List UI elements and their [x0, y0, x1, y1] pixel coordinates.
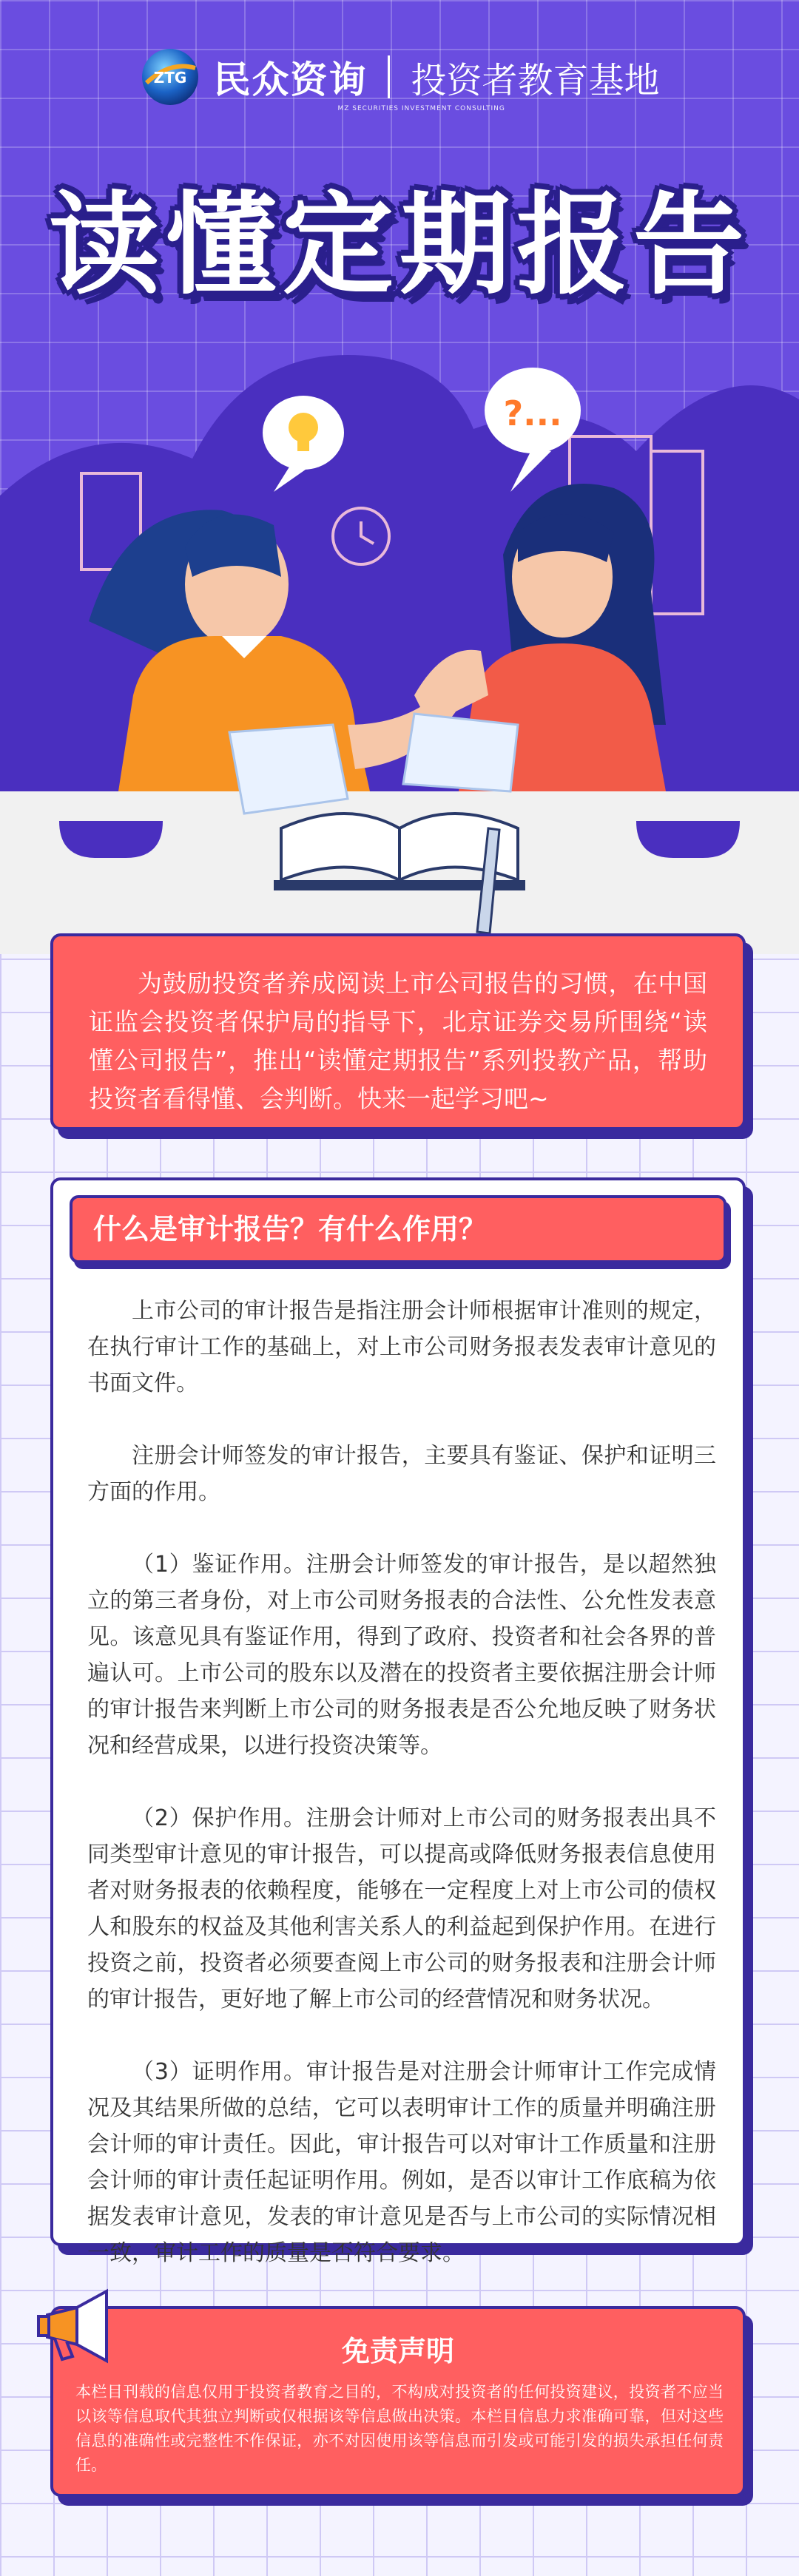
disclaimer-card	[50, 2306, 746, 2497]
globe-logo-icon	[139, 46, 201, 108]
disclaimer-text: 本栏目刊载的信息仅用于投资者教育之目的，不构成对投资者的任何投资建议，投资者不应当以该等信息取代其独立判断或仅根据该等信息做出决策。本栏目信息力求准确可靠，但对这些信息的准确性或完整性不作保证，亦不对因使用该等信息而引发或可能引发的损失承担任何责任。	[75, 2383, 724, 2474]
megaphone-icon	[33, 2285, 129, 2367]
brand-logo-group	[139, 46, 505, 112]
section-body	[87, 1293, 716, 2308]
brand-name: 民众资询	[213, 58, 368, 101]
paragraph-definition: 上市公司的审计报告是指注册会计师根据审计准则的规定，在执行审计工作的基础上，对上市公司财务报表发表审计意见的书面文件。	[87, 1298, 716, 1396]
paragraph-proof: （3）证明作用。审计报告是对注册会计师审计工作完成情况及其结果所做的总结，它可以表明审计工作的质量并明确注册会计师的审计责任。因此，审计报告可以对审计工作质量和注册会计师的审计责任起证明作用。例如，是否以审计工作底稿为依据发表审计意见，发表的审计意见是否与上市公司的实际情况相一致，审计工作的质量是否符合要求。	[87, 2059, 716, 2266]
paragraph-overview: 注册会计师签发的审计报告，主要具有鉴证、保护和证明三方面的作用。	[87, 1443, 716, 1505]
question-mark-text: ?...	[503, 393, 562, 433]
brand-divider	[388, 55, 390, 98]
paragraph-protection: （2）保护作用。注册会计师对上市公司的财务报表出具不同类型审计意见的审计报告，可以提高或降低财务报表信息使用者对财务报表的依赖程度，能够在一定程度上对上市公司的债权人和股东的权益及其他利害关系人的利益起到保护作用。在进行投资之前，投资者必须要查阅上市公司的财务报表和注册会计师的审计报告，更好地了解上市公司的经营情况和财务状况。	[87, 1805, 716, 2012]
logo-text: ZTG	[154, 69, 187, 87]
brand-subtitle: MZ SECURITIES INVESTMENT CONSULTING	[337, 105, 505, 112]
cup-right-icon	[636, 821, 740, 858]
paper-sheet-left	[229, 725, 348, 814]
reading-illustration	[0, 311, 799, 954]
intro-card: 为鼓励投资者养成阅读上市公司报告的习惯，在中国证监会投资者保护局的指导下，北京证券交易所围绕“读懂公司报告”，推出“读懂定期报告”系列投教产品，帮助投资者看得懂、会判断。快来一起学习吧~	[50, 933, 746, 1130]
audit-report-card	[50, 1177, 746, 2266]
hero-banner	[0, 0, 799, 954]
brand-tagline: 投资者教育基地	[411, 59, 660, 101]
paper-sheet-right	[403, 714, 518, 791]
section-heading: 什么是审计报告？有什么作用？	[70, 1195, 726, 1263]
disclaimer-title: 免责声明	[341, 2335, 454, 2367]
page-title: 读懂定期报告	[48, 181, 750, 310]
paragraph-verification: （1）鉴证作用。注册会计师签发的审计报告，是以超然独立的第三者身份，对上市公司财务报表的合法性、公允性发表意见。该意见具有鉴证作用，得到了政府、投资者和社会各界的普遍认可。上市公司的股东以及潜在的投资者主要依据注册会计师的审计报告来判断上市公司的财务报表是否公允地反映了财务状况和经营成果，以进行投资决策等。	[87, 1552, 716, 1759]
brand-header	[0, 46, 799, 112]
cup-left-icon	[59, 821, 163, 858]
